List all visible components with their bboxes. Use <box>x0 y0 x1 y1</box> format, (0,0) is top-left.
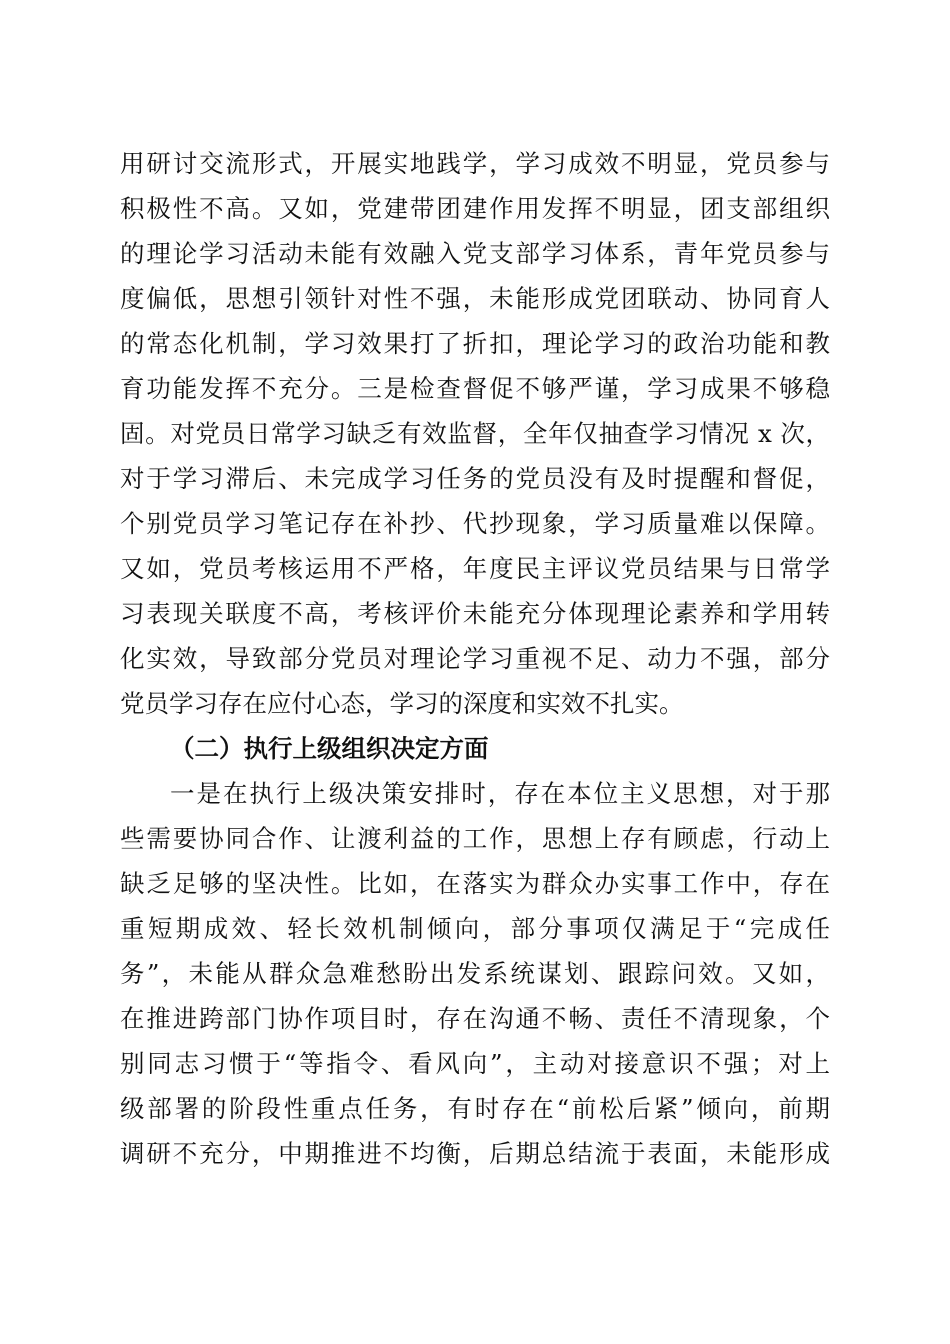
paragraph-line: 度偏低，思想引领针对性不强，未能形成党团联动、协同育人 <box>120 284 830 313</box>
paragraph-line: 的常态化机制，学习效果打了折扣，理论学习的政治功能和教 <box>120 329 830 358</box>
paragraph-line: 用研讨交流形式，开展实地践学，学习成效不明显，党员参与 <box>120 149 830 178</box>
paragraph-line: 的理论学习活动未能有效融入党支部学习体系，青年党员参与 <box>120 239 830 268</box>
paragraph-line: 级部署的阶段性重点任务，有时存在“前松后紧”倾向，前期 <box>120 1094 830 1123</box>
paragraph-line: 又如，党员考核运用不严格，年度民主评议党员结果与日常学 <box>120 554 830 583</box>
paragraph-line: 积极性不高。又如，党建带团建作用发挥不明显，团支部组织 <box>120 194 830 223</box>
paragraph-line: 些需要协同合作、让渡利益的工作，思想上存有顾虑，行动上 <box>120 824 830 853</box>
paragraph-line: 党员学习存在应付心态，学习的深度和实效不扎实。 <box>120 689 684 718</box>
paragraph-line: 化实效，导致部分党员对理论学习重视不足、动力不强，部分 <box>120 644 830 673</box>
paragraph-line: 个别党员学习笔记存在补抄、代抄现象，学习质量难以保障。 <box>120 509 830 538</box>
paragraph-line: 一是在执行上级决策安排时，存在本位主义思想，对于那 <box>170 779 830 808</box>
paragraph-line: 别同志习惯于“等指令、看风向”，主动对接意识不强；对上 <box>120 1049 830 1078</box>
paragraph-line: 重短期成效、轻长效机制倾向，部分事项仅满足于“完成任 <box>120 914 830 943</box>
section-heading: （二）执行上级组织决定方面 <box>170 734 489 763</box>
paragraph-line: 缺乏足够的坚决性。比如，在落实为群众办实事工作中，存在 <box>120 869 830 898</box>
paragraph-line: 在推进跨部门协作项目时，存在沟通不畅、责任不清现象，个 <box>120 1004 830 1033</box>
paragraph-line: 育功能发挥不充分。三是检查督促不够严谨，学习成果不够稳 <box>120 374 830 403</box>
paragraph-line: 务”，未能从群众急难愁盼出发系统谋划、跟踪问效。又如， <box>120 959 830 988</box>
paragraph-line: 对于学习滞后、未完成学习任务的党员没有及时提醒和督促， <box>120 464 830 493</box>
paragraph-line: 调研不充分，中期推进不均衡，后期总结流于表面，未能形成 <box>120 1139 830 1168</box>
paragraph-line: 习表现关联度不高，考核评价未能充分体现理论素养和学用转 <box>120 599 830 628</box>
paragraph-line: 固。对党员日常学习缺乏有效监督，全年仅抽查学习情况 x 次， <box>120 419 830 448</box>
